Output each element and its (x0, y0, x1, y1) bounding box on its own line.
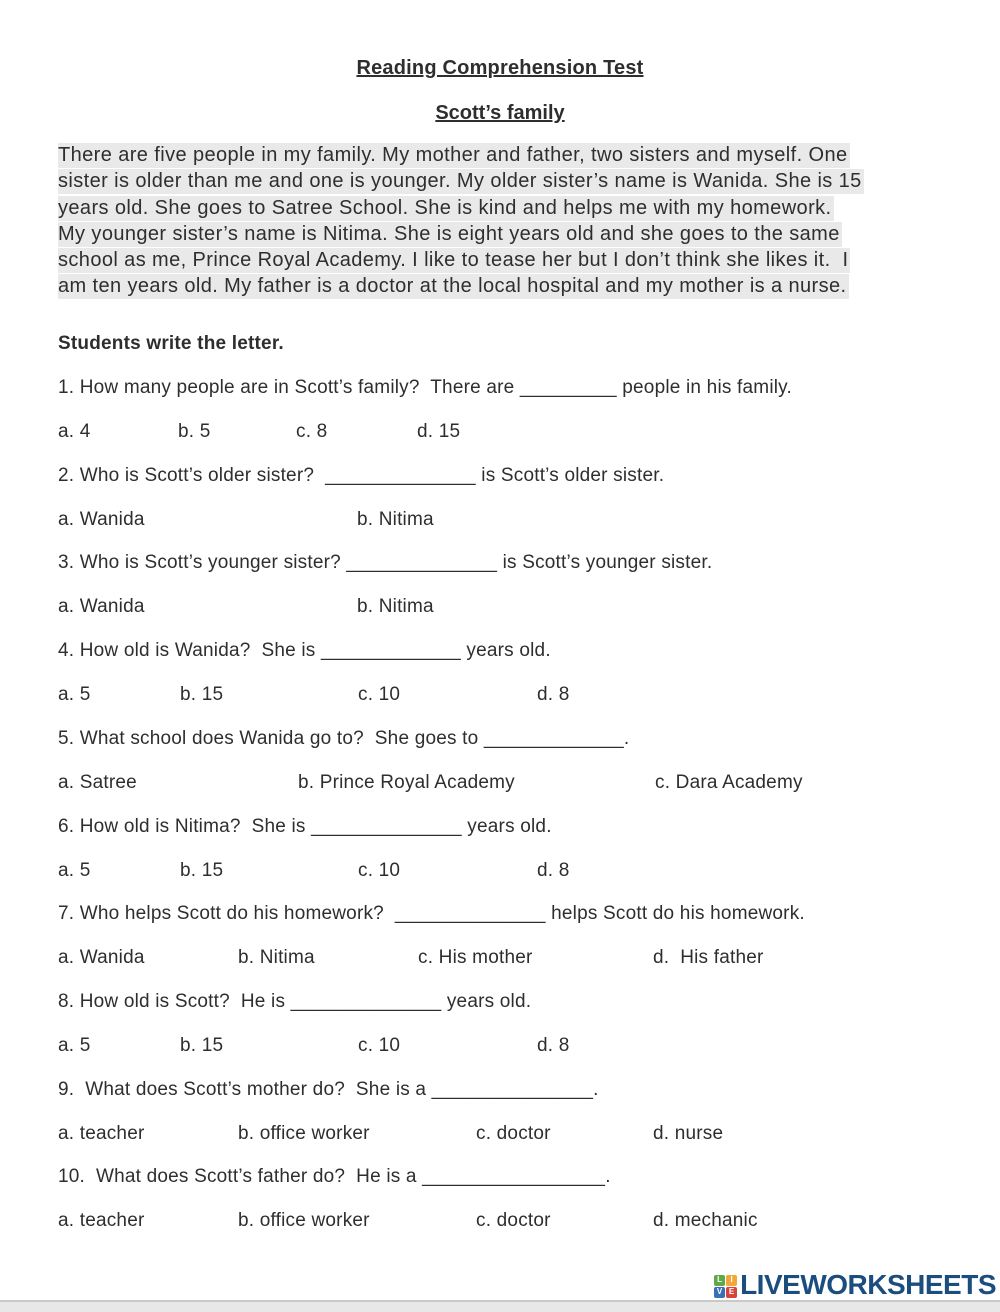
options-row (0, 684, 1000, 710)
question-prompt: 10. What does Scott’s father do? He is a _________________. (58, 1166, 611, 1188)
option-label: b. Prince Royal Academy (298, 771, 515, 793)
option-label: a. Wanida (58, 947, 145, 969)
liveworksheets-logo[interactable] (714, 1269, 996, 1301)
question-prompt: 2. Who is Scott’s older sister? ______________ is Scott’s older sister. (58, 464, 665, 486)
brand-text: LIVEWORKSHEETS (740, 1269, 996, 1300)
option-label: d. His father (653, 947, 764, 969)
passage-line: years old. She goes to Satree School. She is kind and helps me with my homework. (58, 196, 832, 219)
question-prompt: 5. What school does Wanida go to? She goes to _____________. (58, 727, 630, 749)
option-label: b. Nitima (238, 947, 315, 969)
option-label: a. Wanida (58, 596, 145, 618)
option-label: d. 8 (537, 684, 570, 706)
option-label: a. Wanida (58, 508, 145, 530)
options-row (0, 1210, 1000, 1236)
logo-tile-e: E (726, 1287, 737, 1298)
options-row (0, 509, 1000, 535)
option-label: c. His mother (418, 947, 533, 969)
option-label: c. doctor (476, 1210, 551, 1232)
question-prompt: 9. What does Scott’s mother do? She is a _______________. (58, 1078, 599, 1100)
passage-line: sister is older than me and one is younger. My older sister’s name is Wanida. She is 15 (58, 170, 862, 193)
option-label: b. office worker (238, 1210, 370, 1232)
passage-line: am ten years old. My father is a doctor at the local hospital and my mother is a nurse. (58, 275, 847, 298)
option-label: b. Nitima (357, 508, 434, 530)
logo-tile-l: L (714, 1275, 725, 1286)
options-row (0, 947, 1000, 973)
option-label: d. 8 (537, 1034, 570, 1056)
option-label: b. 15 (180, 684, 224, 706)
question-prompt: 3. Who is Scott’s younger sister? ______________ is Scott’s younger sister. (58, 552, 713, 574)
option-label: b. office worker (238, 1122, 370, 1144)
options-row (0, 772, 1000, 798)
option-label: d. nurse (653, 1122, 724, 1144)
options-row (0, 421, 1000, 447)
passage-line: There are five people in my family. My mother and father, two sisters and myself. One (58, 144, 848, 166)
option-label: c. Dara Academy (655, 771, 803, 793)
logo-tile-i: I (726, 1275, 737, 1286)
instruction-text: Students write the letter. (58, 333, 284, 354)
liveworksheets-icon (714, 1275, 737, 1298)
page-subtitle: Scott’s family (435, 102, 565, 124)
option-label: b. 15 (180, 1034, 224, 1056)
option-label: c. 8 (296, 421, 328, 442)
option-label: c. doctor (476, 1122, 551, 1144)
options-row (0, 1035, 1000, 1061)
option-label: b. 5 (178, 421, 211, 442)
question-prompt: 6. How old is Nitima? She is ______________ years old. (58, 815, 552, 837)
option-label: a. teacher (58, 1210, 145, 1232)
option-label: c. 10 (358, 1034, 401, 1056)
passage-line: My younger sister’s name is Nitima. She is eight years old and she goes to the same (58, 222, 840, 245)
options-row (0, 596, 1000, 622)
option-label: d. mechanic (653, 1210, 758, 1232)
page-title: Reading Comprehension Test (356, 57, 644, 79)
options-row (0, 860, 1000, 886)
question-prompt: 4. How old is Wanida? She is _____________ years old. (58, 640, 551, 662)
option-label: d. 15 (417, 421, 461, 442)
option-label: a. 5 (58, 684, 91, 706)
options-row (0, 1123, 1000, 1149)
option-label: c. 10 (358, 859, 401, 881)
option-label: a. Satree (58, 771, 137, 793)
option-label: b. Nitima (357, 596, 434, 618)
option-label: b. 15 (180, 859, 224, 881)
option-label: a. teacher (58, 1122, 145, 1144)
reading-passage (58, 142, 948, 300)
question-prompt: 7. Who helps Scott do his homework? ______________ helps Scott do his homework. (58, 903, 805, 925)
option-label: a. 4 (58, 421, 91, 442)
question-prompt: 1. How many people are in Scott’s family? There are _________ people in his family. (58, 377, 792, 398)
passage-line: school as me, Prince Royal Academy. I like to tease her but I don’t think she likes it. I (58, 249, 849, 272)
option-label: d. 8 (537, 859, 570, 881)
question-prompt: 8. How old is Scott? He is ______________ years old. (58, 990, 532, 1012)
footer-bar (0, 1300, 1000, 1312)
logo-tile-v: V (714, 1287, 725, 1298)
option-label: c. 10 (358, 684, 401, 706)
option-label: a. 5 (58, 1034, 91, 1056)
option-label: a. 5 (58, 859, 91, 881)
